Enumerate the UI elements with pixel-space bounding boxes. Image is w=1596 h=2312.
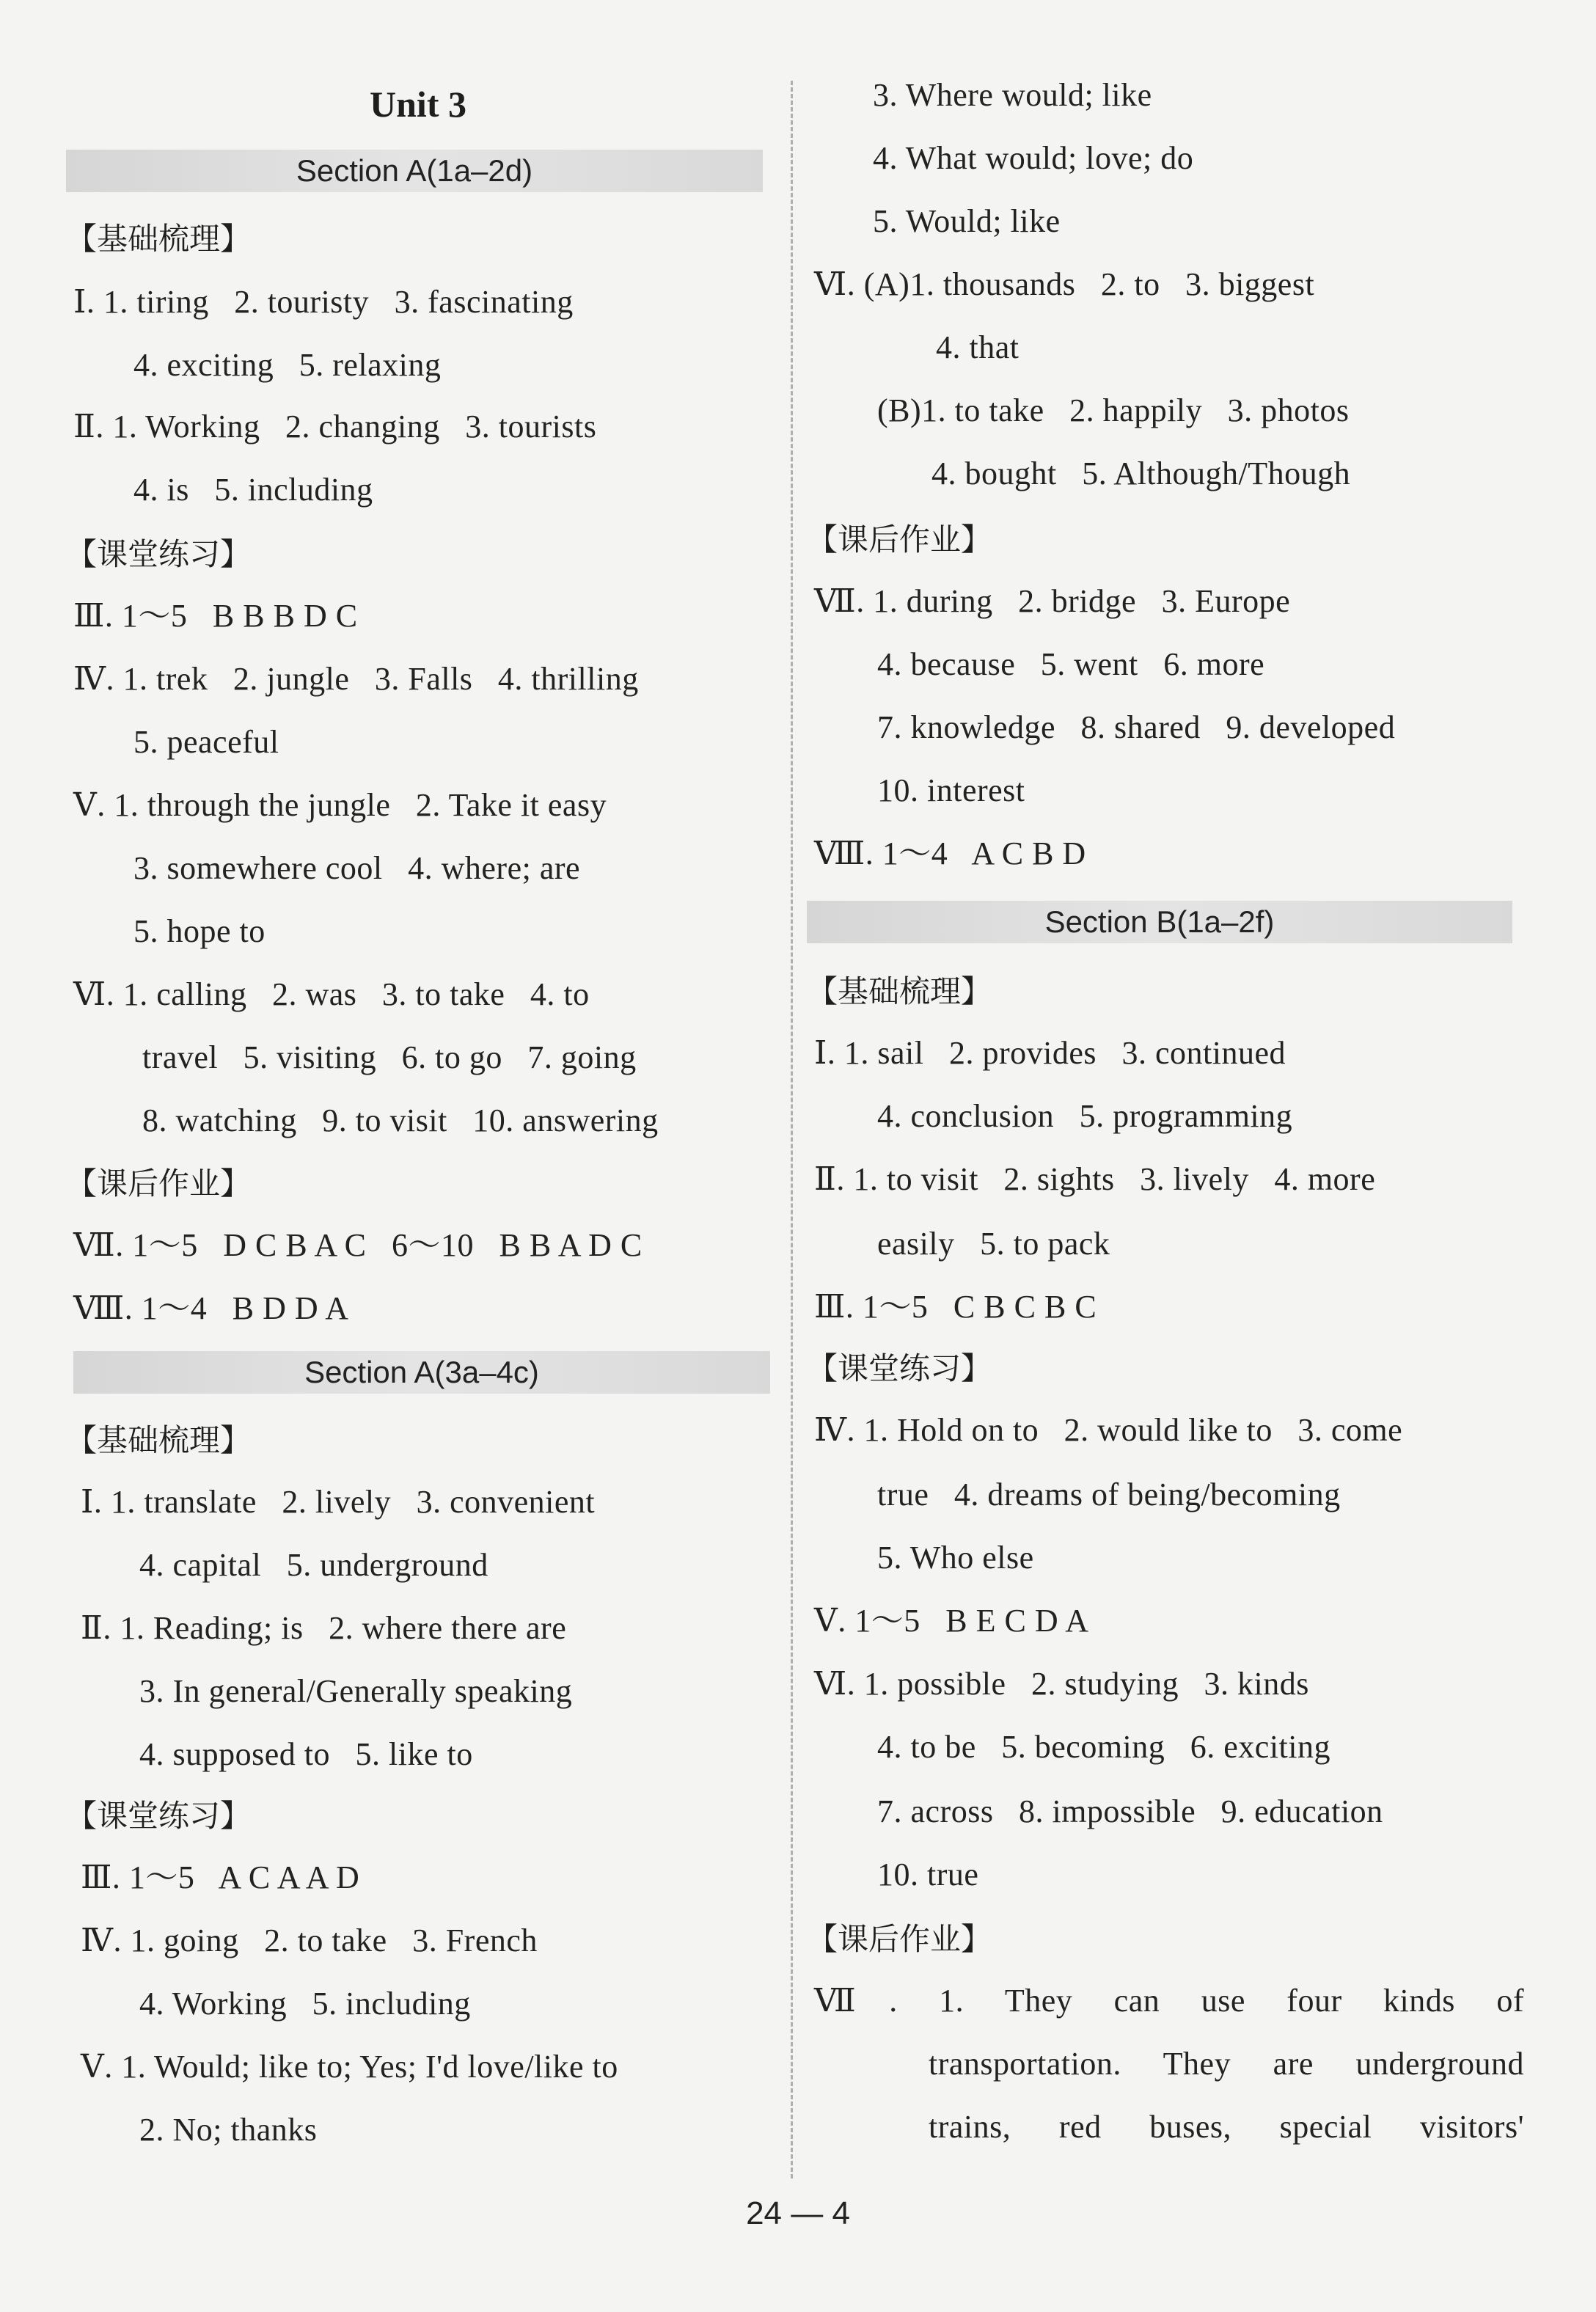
answer-line: Ⅴ. 1. Would; like to; Yes; I'd love/like to <box>81 2049 618 2085</box>
answer-line: 7. knowledge 8. shared 9. developed <box>877 709 1396 745</box>
answer-line: 4. supposed to 5. like to <box>139 1736 473 1772</box>
answer-line: Ⅷ. 1～4 B D D A <box>73 1290 349 1326</box>
heading-homework: 【课后作业】 <box>807 522 992 557</box>
answer-line: 4. because 5. went 6. more <box>877 646 1265 682</box>
answer-line: Ⅱ. 1. Working 2. changing 3. tourists <box>73 409 597 445</box>
answer-line: 5. Would; like <box>873 203 1061 239</box>
answer-line: Ⅵ. 1. calling 2. was 3. to take 4. to <box>73 976 590 1012</box>
answer-line: travel 5. visiting 6. to go 7. going <box>142 1039 637 1075</box>
heading-homework: 【课后作业】 <box>807 1921 992 1957</box>
answer-line: 4. capital 5. underground <box>139 1547 488 1583</box>
answer-line: 3. In general/Generally speaking <box>139 1673 573 1709</box>
answer-line: easily 5. to pack <box>877 1226 1110 1262</box>
answer-line: Ⅳ. 1. trek 2. jungle 3. Falls 4. thrilling <box>73 661 639 697</box>
answer-line: 3. somewhere cool 4. where; are <box>133 850 581 886</box>
answer-line: Ⅴ. 1～5 B E C D A <box>814 1603 1089 1639</box>
answer-line: 4. bought 5. Although/Though <box>931 456 1351 491</box>
answer-line: 10. true <box>877 1856 979 1892</box>
answer-line: Ⅲ. 1～5 B B B D C <box>73 598 358 634</box>
answer-line: Ⅱ. 1. to visit 2. sights 3. lively 4. more <box>814 1161 1376 1197</box>
answer-line: Ⅲ. 1～5 C B C B C <box>814 1289 1097 1325</box>
section-header-a2: Section A(3a–4c) <box>73 1351 770 1394</box>
column-divider <box>791 81 793 2179</box>
answer-line: Ⅶ. 1. during 2. bridge 3. Europe <box>814 583 1291 619</box>
answer-line: Ⅱ. 1. Reading; is 2. where there are <box>81 1610 567 1646</box>
answer-line: Ⅲ. 1～5 A C A A D <box>81 1859 360 1895</box>
heading-basic: 【基础梳理】 <box>66 1422 252 1458</box>
answer-line: Ⅶ. 1. They can use four kinds of <box>814 1983 1524 2019</box>
answer-line: Ⅷ. 1～4 A C B D <box>814 835 1086 871</box>
page-number: 24 — 4 <box>746 2195 850 2231</box>
section-header-a1: Section A(1a–2d) <box>66 150 763 192</box>
answer-line: 4. conclusion 5. programming <box>877 1098 1293 1134</box>
heading-classwork: 【课堂练习】 <box>66 1798 252 1834</box>
heading-classwork: 【课堂练习】 <box>66 536 252 572</box>
heading-homework: 【课后作业】 <box>66 1166 252 1201</box>
answer-line: Ⅰ. 1. tiring 2. touristy 3. fascinating <box>73 284 574 320</box>
unit-title: Unit 3 <box>370 84 466 125</box>
answer-line: 5. Who else <box>877 1540 1034 1576</box>
answer-line: Ⅴ. 1. through the jungle 2. Take it easy <box>73 787 607 823</box>
answer-line: 3. Where would; like <box>873 77 1152 113</box>
heading-classwork: 【课堂练习】 <box>807 1350 992 1386</box>
answer-line: Ⅰ. 1. translate 2. lively 3. convenient <box>81 1484 596 1520</box>
answer-line: 4. that <box>936 329 1020 365</box>
answer-line: Ⅳ. 1. Hold on to 2. would like to 3. come <box>814 1412 1403 1448</box>
answer-line: trains, red buses, special visitors' <box>929 2109 1524 2145</box>
answer-line: transportation. They are underground <box>929 2046 1524 2082</box>
section-header-b: Section B(1a–2f) <box>807 901 1512 943</box>
answer-line: 4. to be 5. becoming 6. exciting <box>877 1729 1330 1765</box>
answer-line: 7. across 8. impossible 9. education <box>877 1793 1383 1829</box>
answer-line: 8. watching 9. to visit 10. answering <box>142 1102 659 1138</box>
answer-line: Ⅳ. 1. going 2. to take 3. French <box>81 1923 538 1958</box>
answer-line: 4. What would; love; do <box>873 140 1194 176</box>
answer-line: 10. interest <box>877 772 1025 808</box>
answer-line: (B)1. to take 2. happily 3. photos <box>877 392 1350 428</box>
answer-line: Ⅶ. 1～5 D C B A C 6～10 B B A D C <box>73 1227 643 1263</box>
answer-line: 4. exciting 5. relaxing <box>133 347 442 383</box>
heading-basic: 【基础梳理】 <box>807 973 992 1009</box>
answer-line: Ⅵ. 1. possible 2. studying 3. kinds <box>814 1666 1309 1702</box>
answer-line: 2. No; thanks <box>139 2112 318 2148</box>
answer-line: Ⅵ. (A)1. thousands 2. to 3. biggest <box>814 266 1315 302</box>
answer-line: Ⅰ. 1. sail 2. provides 3. continued <box>814 1035 1286 1071</box>
answer-line: true 4. dreams of being/becoming <box>877 1477 1341 1512</box>
heading-basic: 【基础梳理】 <box>66 221 252 257</box>
answer-line: 4. Working 5. including <box>139 1986 471 2022</box>
answer-line: 4. is 5. including <box>133 472 373 508</box>
answer-line: 5. peaceful <box>133 724 279 760</box>
answer-line: 5. hope to <box>133 913 266 949</box>
